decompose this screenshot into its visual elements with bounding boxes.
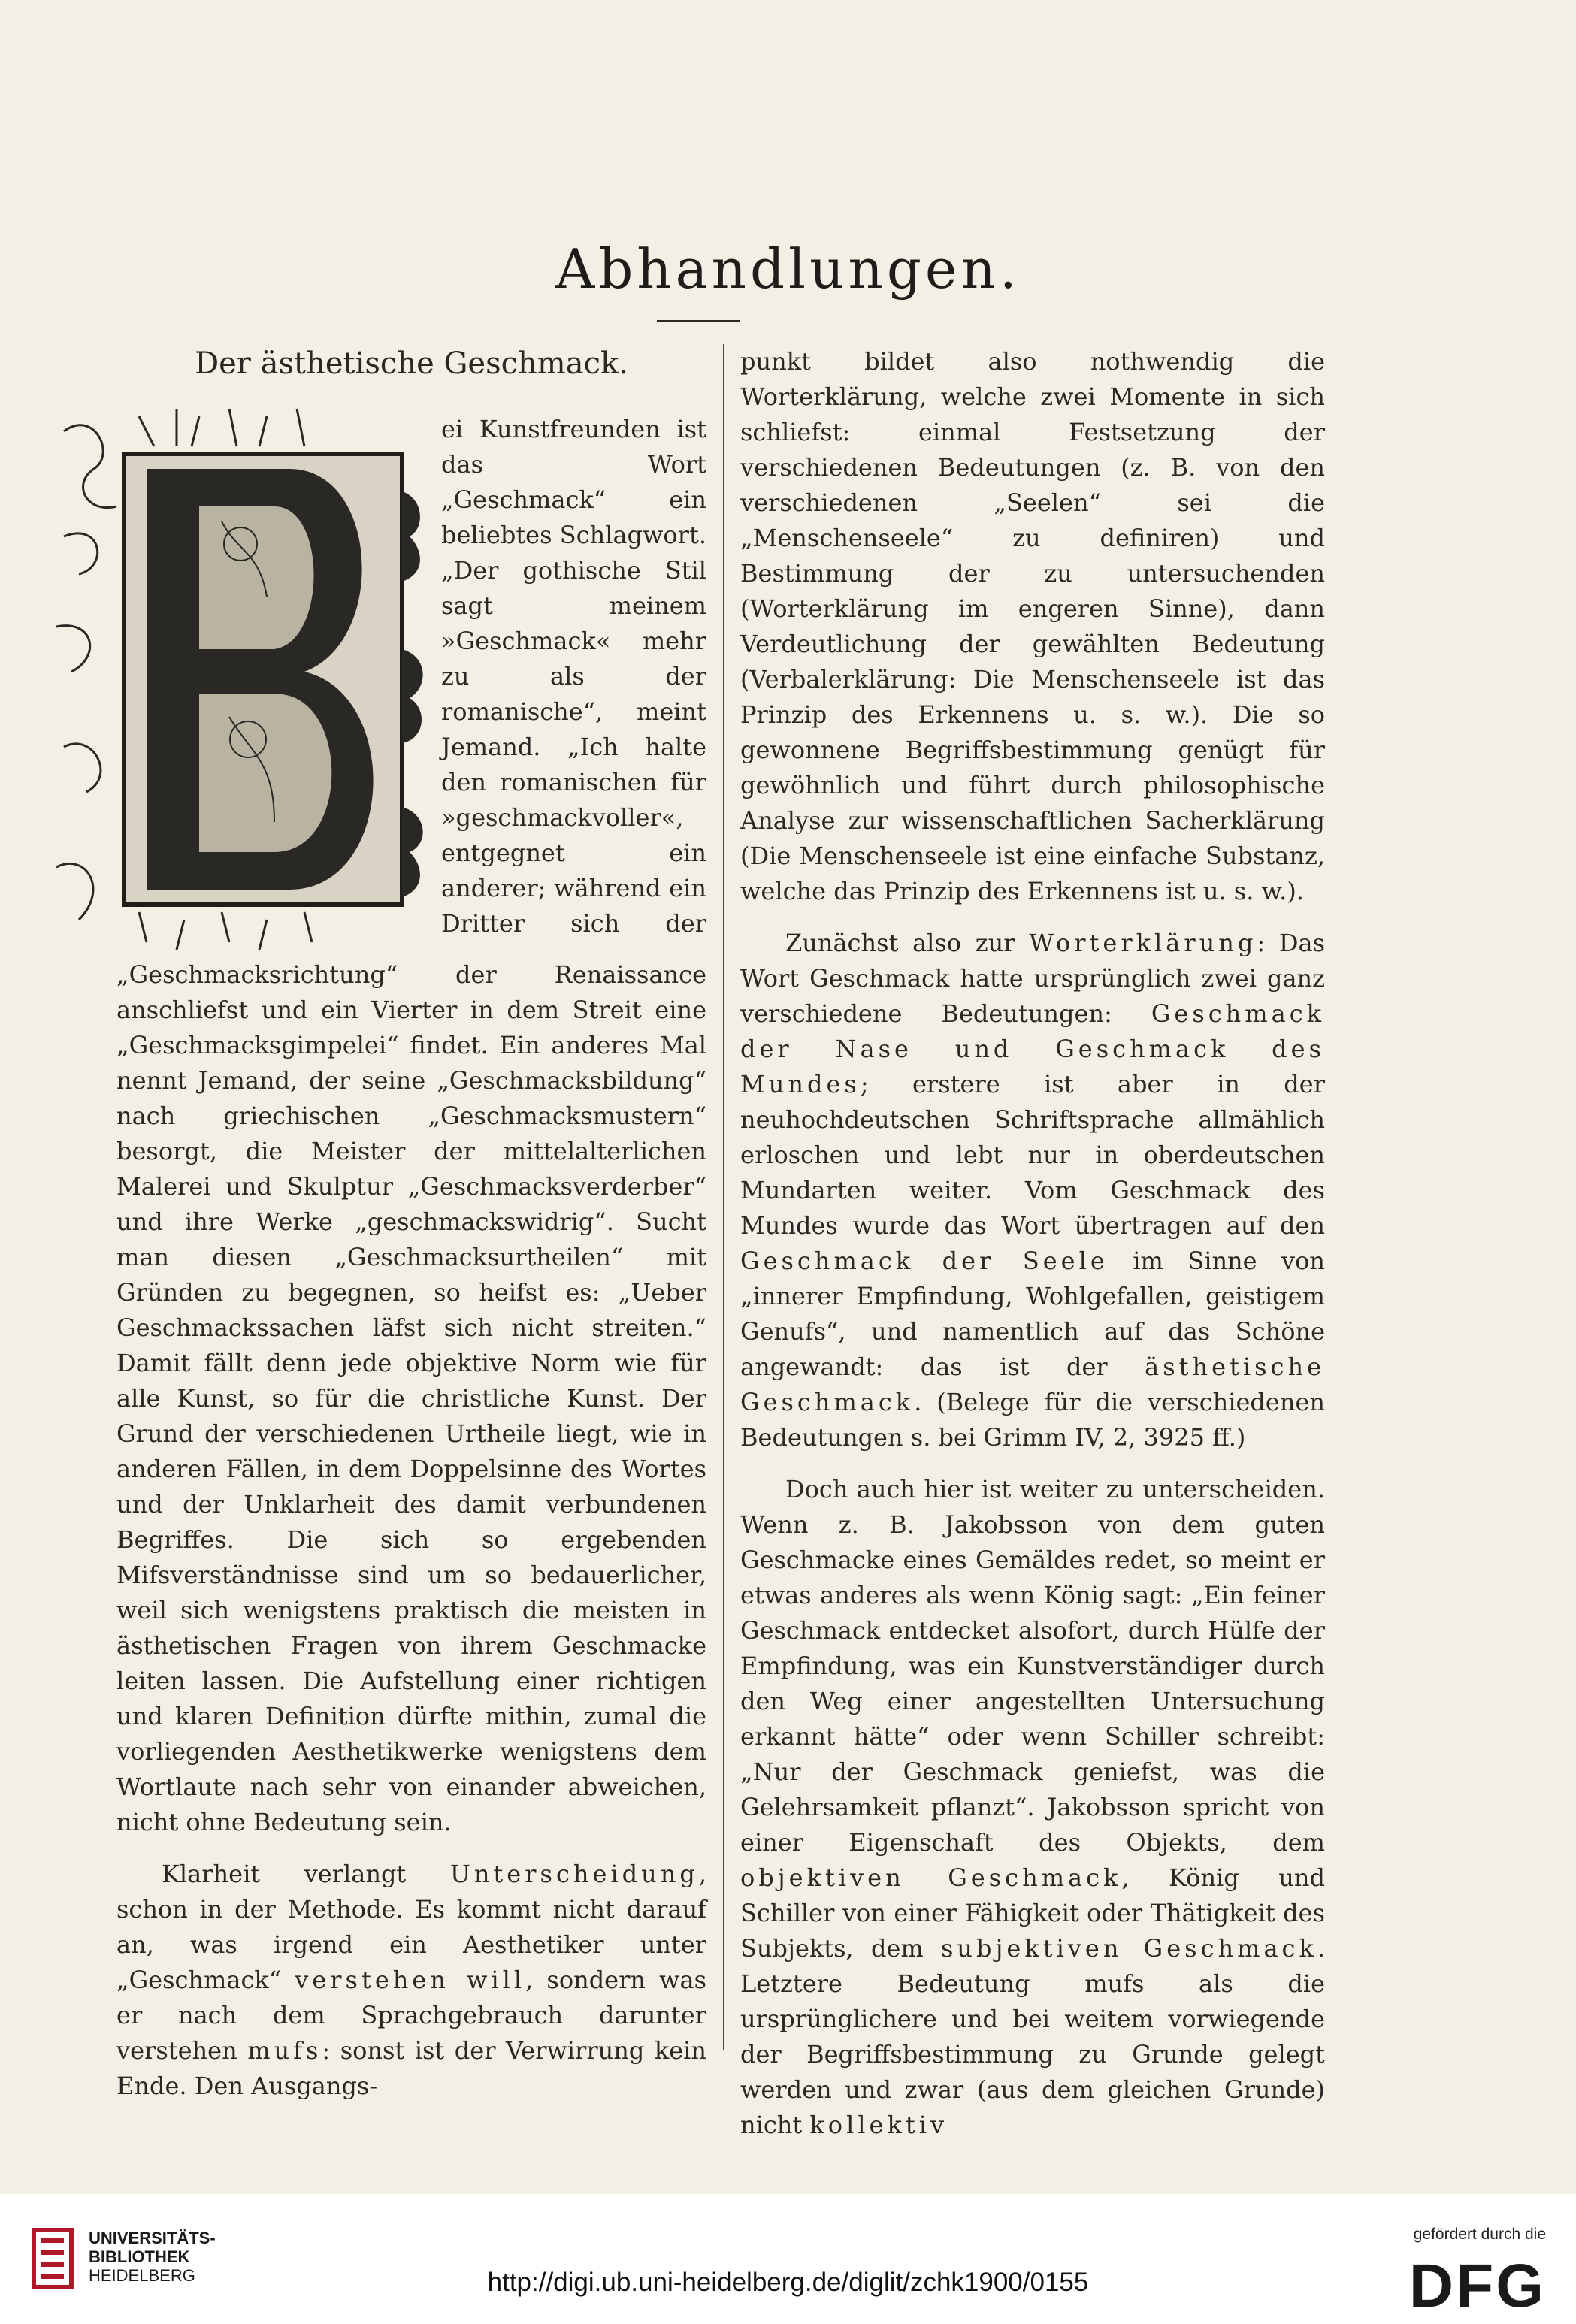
text-run: . (Belege für die verschiedenen Bedeutungen s. bei Grimm IV, 2, 3925 ff.) <box>740 1388 1325 1452</box>
page-title: Abhandlungen. <box>555 237 1021 301</box>
viewer-footer <box>0 2194 1576 2324</box>
text-run: , sondern was er nach dem Sprachgebrauch darunter verstehen <box>116 1966 707 2065</box>
right-paragraph-3 <box>740 1472 1325 2143</box>
library-line-1: UNIVERSITÄTS- <box>89 2229 216 2247</box>
permalink-url[interactable]: http://digi.ub.uni-heidelberg.de/diglit/zchk1900/0155 <box>487 2268 1089 2297</box>
right-paragraph-1: punkt bildet also nothwendig die Worterklärung, welche zwei Momente in sich schliefst: einmal Festsetzung der verschiedenen Bedeutungen (z. B. von den verschiedenen „Seelen“ sei die „Menschenseele“ zu definiren) und Bestimmung der zu untersuchenden (Worterklärung im engeren Sinne), dann Verdeutlichung der gewählten Bedeutung (Verbalerklärung: Die Menschenseele ist das Prinzip des Erkennens u. s. w.). Die so gewonnene Begriffsbestimmung genügt für gewöhnlich und führt durch philosophische Analyse zur wissenschaftlichen Sacherklärung (Die Menschenseele ist eine einfache Substanz, welche das Prinzip des Erkennens ist u. s. w.). <box>740 347 1325 905</box>
right-paragraph-2 <box>740 926 1325 1455</box>
text-run: , schon in der Methode. Es kommt nicht darauf an, was irgend ein Aesthetiker unter „Geschmack“ <box>116 1860 706 1994</box>
column-divider <box>723 344 724 2050</box>
left-paragraph-2 <box>116 1857 706 2104</box>
library-line-2: BIBLIOTHEK <box>89 2247 190 2266</box>
spaced-emphasis: verstehen will <box>295 1966 526 1994</box>
bleed-through-text <box>105 83 1463 368</box>
text-run: Doch auch hier ist weiter zu unterscheiden. Wenn z. B. Jakobsson von dem guten Geschmacke eines Gemäldes redet, so meint er etwas anderes als wenn König sagt: „Ein feiner Geschmack entdecket alsofort, durch Hülfe der Empfindung, was ein Kunstverständiger durch den Weg einer angestellten Untersuchung erkannt hätte“ oder wenn Schiller schreibt: „Nur der Geschmack geniefst, was die Gelehrsamkeit pflanzt“. Jakobsson spricht von einer Eigenschaft des Objekts, dem <box>740 1475 1325 1857</box>
funding-note: gefördert durch die <box>1413 2226 1546 2243</box>
section-title: Der ästhetische Geschmack. <box>195 346 628 381</box>
text-run: : sonst ist der Verwirrung kein Ende. Den Ausgangs- <box>116 2036 706 2100</box>
spaced-emphasis: ästhetische Geschmack <box>740 1352 1325 1416</box>
spaced-emphasis: kollektiv <box>809 2111 948 2139</box>
left-column <box>116 344 706 2104</box>
text-run: : Das Wort Geschmack hatte ursprünglich zwei ganz verschiedene Bedeutungen: <box>740 929 1325 1028</box>
dfg-logo[interactable]: DFG <box>1408 2252 1546 2320</box>
spaced-emphasis: Geschmack der Seele <box>740 1247 1109 1275</box>
title-rule <box>657 320 740 322</box>
spaced-emphasis: objektiven Geschmack <box>740 1863 1122 1892</box>
spaced-emphasis: Unterscheidung <box>449 1860 699 1888</box>
spaced-emphasis: Geschmack der Nase und Geschmack des Mundes <box>740 999 1325 1099</box>
left-paragraph-1: ei Kunstfreunden ist das Wort „Geschmack“ ein beliebtes Schlagwort. „Der gothische Stil sagt meinem »Geschmack« mehr zu als der romanische“, meint Jemand. „Ich halte den romanischen für »geschmackvoller«, entgegnet ein anderer; während ein Dritter sich der „Geschmacksrichtung“ der Renaissance anschliefst und ein Vierter in dem Streit eine „Geschmacksgimpelei“ findet. Ein anderes Mal nennt Jemand, der seine „Geschmacksbildung“ nach griechischen „Geschmacksmustern“ besorgt, die Meister der mittelalterlichen Malerei und Skulptur „Geschmacksverderber“ und ihre Werke „geschmackswidrig“. Sucht man diesen „Geschmacksurtheilen“ mit Gründen zu begegnen, so heifst es: „Ueber Geschmackssachen läfst sich nicht streiten.“ Damit fällt denn jede objektive Norm wie für alle Kunst, so für die christliche Kunst. Der Grund der verschiedenen Urtheile liegt, wie in anderen Fällen, in dem Doppelsinne des Wortes und der Unklarheit des damit verbundenen Begriffes. Die sich so ergebenden Mifsverständnisse sind um so bedauerlicher, weil sich wenigstens praktisch die meisten in ästhetischen Fragen von ihrem Geschmacke leiten lassen. Die Aufstellung einer richtigen und klaren Definition dürfte mithin, zumal die vorliegenden Aesthetikwerke wenigstens dem Wortlaute nach sehr von einander abweichen, nicht ohne Bedeutung sein. <box>116 415 706 1836</box>
ornamental-initial-B-icon <box>49 401 432 957</box>
spaced-emphasis: mufs <box>247 2036 322 2065</box>
text-run: . Letztere Bedeutung mufs als die ursprünglichere und bei weitem vorwiegende der Begriffsbestimmung zu Grunde gelegt werden und zwar (aus dem gleichen Grunde) nicht <box>740 1934 1326 2139</box>
text-run: Zunächst also zur <box>785 929 1030 957</box>
text-run: , König und Schiller von einer Fähigkeit oder Thätigkeit des Subjekts, dem <box>740 1863 1326 1963</box>
library-line-3: HEIDELBERG <box>89 2266 195 2285</box>
right-column <box>740 344 1325 2143</box>
text-run: ; erstere ist aber in der neuhochdeutschen Schriftsprache allmählich erloschen und lebt nur in oberdeutschen Mundarten weiter. Vom Geschmack des Mundes wurde das Wort übertragen auf den <box>740 1070 1325 1240</box>
spaced-emphasis: subjektiven Geschmack <box>940 1934 1317 1963</box>
spaced-emphasis: Worterklärung <box>1029 929 1257 957</box>
text-run: Klarheit verlangt <box>162 1860 450 1888</box>
text-run: im Sinne von „innerer Empfindung, Wohlgefallen, geistigem Genufs“, und namentlich auf das Schöne angewandt: das ist der <box>740 1247 1326 1381</box>
